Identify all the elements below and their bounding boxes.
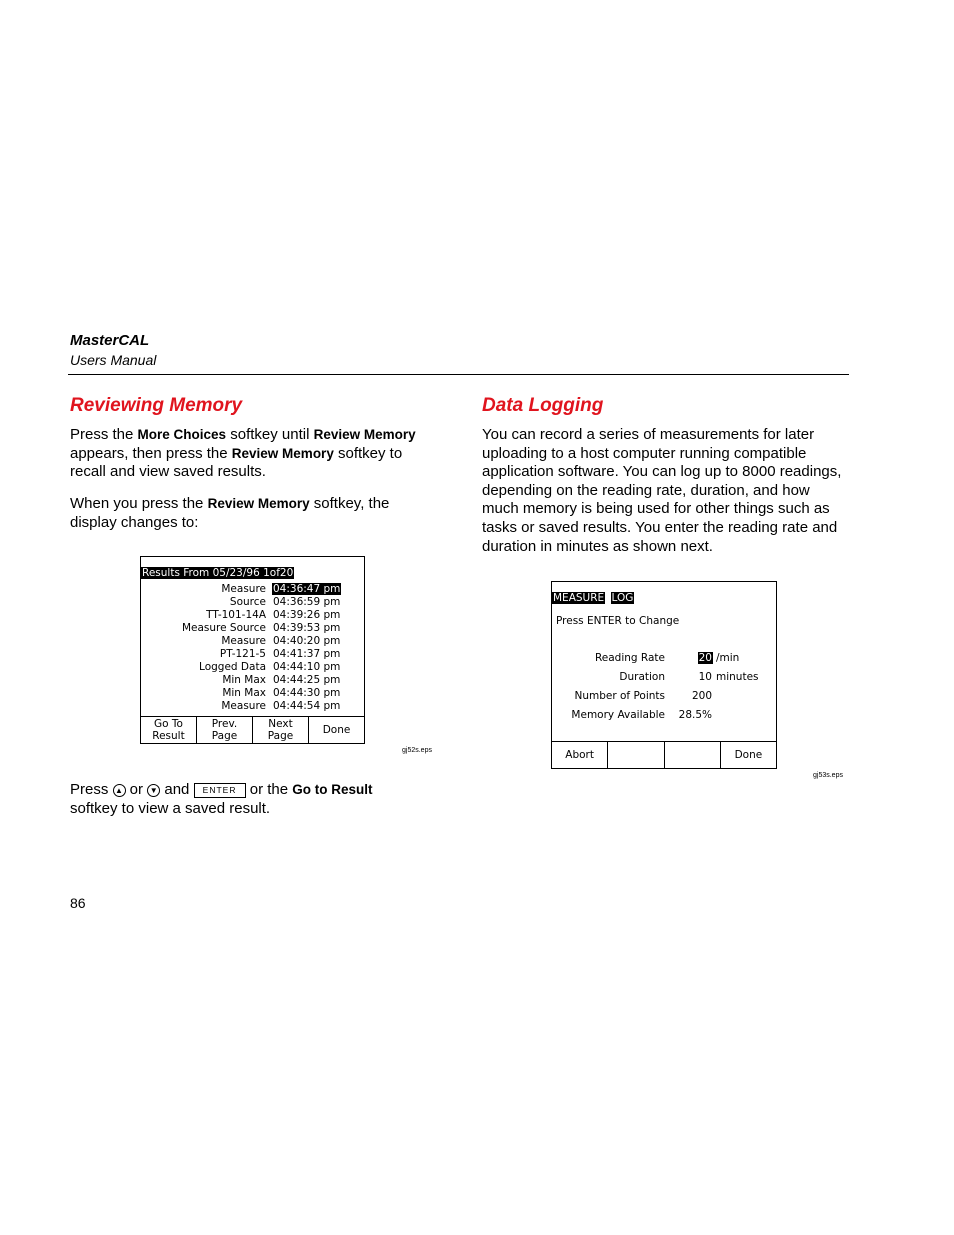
log-setting-label: Memory Available xyxy=(571,709,665,721)
review-softkeys xyxy=(141,716,364,743)
softkey-blank-3[interactable] xyxy=(665,742,721,768)
result-time xyxy=(272,687,341,699)
screen-title-bar: Results From 05/23/96 1of20 xyxy=(142,567,294,579)
log-setting-unit: /min xyxy=(716,652,740,664)
result-ampm: pm xyxy=(323,661,341,673)
result-row[interactable] xyxy=(141,596,364,609)
figure-caption-gj52s: gj52s.eps xyxy=(402,747,432,754)
result-time xyxy=(272,583,341,595)
result-time xyxy=(272,661,341,673)
result-row[interactable] xyxy=(141,609,364,622)
result-ampm: pm xyxy=(323,674,341,686)
log-setting-row xyxy=(552,709,776,722)
result-row[interactable] xyxy=(141,648,364,661)
result-ampm: pm xyxy=(323,583,341,595)
softkey-prev-page[interactable]: Prev. Page xyxy=(197,717,253,743)
screen-prompt: Press ENTER to Change xyxy=(556,615,680,627)
review-memory-screen xyxy=(140,556,365,744)
log-setting-unit: minutes xyxy=(716,671,759,683)
result-ampm: pm xyxy=(323,609,341,621)
result-ampm: pm xyxy=(323,700,341,712)
softkey-abort[interactable]: Abort xyxy=(552,742,608,768)
result-time xyxy=(272,648,341,660)
paragraph-display-changes: When you press the Review Memory softkey, the display changes to: xyxy=(70,495,390,531)
result-row[interactable] xyxy=(141,583,364,596)
result-time-value: 04:44:30 xyxy=(273,687,321,699)
result-label: Source xyxy=(229,596,266,608)
log-setting-label: Reading Rate xyxy=(594,652,665,664)
log-softkeys xyxy=(552,741,776,768)
result-label: PT-121-5 xyxy=(219,648,266,660)
figure-caption-gj53s: gj53s.eps xyxy=(813,772,843,779)
softkey-go-to-result[interactable]: Go To Result xyxy=(141,717,197,743)
softkey-done[interactable]: Done xyxy=(734,749,763,761)
result-time xyxy=(272,609,341,621)
data-logging-screen xyxy=(551,581,777,769)
result-time-value: 04:44:25 xyxy=(273,674,321,686)
result-time-value: 04:41:37 xyxy=(273,648,321,660)
result-time-value: 04:39:53 xyxy=(273,622,321,634)
result-ampm: pm xyxy=(323,622,341,634)
softkey-blank-2[interactable] xyxy=(608,742,664,768)
log-setting-row xyxy=(552,690,776,703)
log-setting-label: Number of Points xyxy=(574,690,665,702)
result-time-value: 04:44:10 xyxy=(273,661,321,673)
result-row[interactable] xyxy=(141,700,364,713)
section-heading-reviewing-memory: Reviewing Memory xyxy=(70,395,243,416)
page-number: 86 xyxy=(70,895,86,911)
enter-key-icon: ENTER xyxy=(194,783,246,798)
result-row[interactable] xyxy=(141,687,364,700)
down-arrow-key-icon: ▼ xyxy=(147,784,160,797)
result-row[interactable] xyxy=(141,622,364,635)
softkey-next-page[interactable]: Next Page xyxy=(253,717,309,743)
result-label: Min Max xyxy=(222,674,266,686)
section-heading-data-logging: Data Logging xyxy=(482,395,604,416)
result-label: Min Max xyxy=(222,687,266,699)
result-row[interactable] xyxy=(141,661,364,674)
log-setting-value: 200 xyxy=(691,690,712,702)
result-time xyxy=(272,596,341,608)
paragraph-review-intro: Press the More Choices softkey until Review Memory appears, then press the Review Memory softkey to recall and view saved results. xyxy=(70,426,416,481)
result-row[interactable] xyxy=(141,635,364,648)
result-ampm: pm xyxy=(323,648,341,660)
running-header-subtitle: Users Manual xyxy=(70,352,157,368)
result-time xyxy=(272,622,341,634)
running-header-title: MasterCAL xyxy=(70,332,150,349)
result-ampm: pm xyxy=(323,596,341,608)
result-time xyxy=(272,700,341,712)
result-time-value: 04:44:54 xyxy=(273,700,321,712)
log-setting-value: 28.5% xyxy=(678,709,712,721)
up-arrow-key-icon: ▲ xyxy=(113,784,126,797)
result-time-value: 04:36:59 xyxy=(273,596,321,608)
log-setting-row xyxy=(552,652,776,665)
header-rule xyxy=(68,374,849,375)
result-time xyxy=(272,674,341,686)
result-time-value: 04:36:47 xyxy=(273,583,321,595)
log-setting-label: Duration xyxy=(619,671,665,683)
result-row[interactable] xyxy=(141,674,364,687)
result-time-value: 04:40:20 xyxy=(273,635,321,647)
log-setting-row xyxy=(552,671,776,684)
log-setting-value[interactable]: 10 xyxy=(698,671,712,683)
tab-log: LOG xyxy=(611,592,634,604)
result-label: Logged Data xyxy=(199,661,266,673)
softkey-done[interactable]: Done xyxy=(322,724,351,736)
result-label: Measure xyxy=(221,583,266,595)
log-setting-value[interactable]: 20 xyxy=(698,652,712,664)
paragraph-data-logging: You can record a series of measurements for later uploading to a host computer running compatible application software. You can log up to 8000 readings, depending on the reading rate, duration, and how much memory is being used for other things such as tasks or saved results. You enter the reading rate and duration in minutes as shown next. xyxy=(482,426,842,555)
result-ampm: pm xyxy=(323,687,341,699)
screen-tabs xyxy=(552,592,634,604)
result-label: Measure xyxy=(221,700,266,712)
result-ampm: pm xyxy=(323,635,341,647)
result-time-value: 04:39:26 xyxy=(273,609,321,621)
result-label: Measure Source xyxy=(181,622,266,634)
paragraph-press-keys: Press ▲ or ▼ and ENTER or the Go to Result softkey to view a saved result. xyxy=(70,781,373,817)
result-label: TT-101-14A xyxy=(206,609,266,621)
tab-measure: MEASURE xyxy=(553,592,605,604)
result-time xyxy=(272,635,341,647)
result-label: Measure xyxy=(221,635,266,647)
